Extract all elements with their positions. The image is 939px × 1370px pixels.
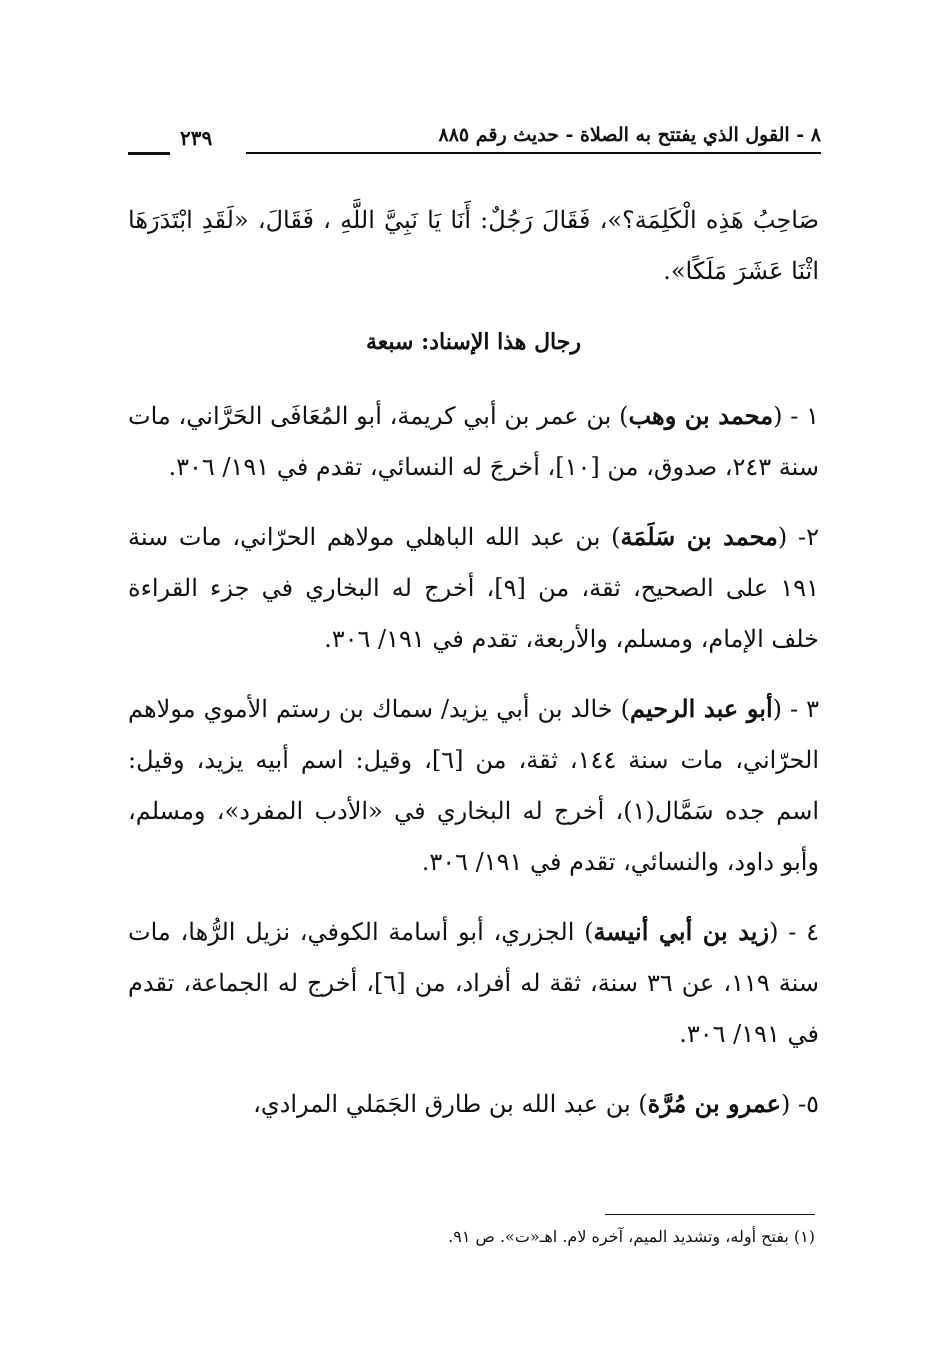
header-title: ٨ - القول الذي يفتتح به الصلاة - حديث رقم ٨٨٥ <box>438 124 821 146</box>
header-rule <box>246 152 821 154</box>
entry-number: ٤ - ( <box>769 918 819 946</box>
narrator-details: ) الجزري، أبو أسامة الكوفي، نزيل الرُّها، مات سنة ١١٩، عن ٣٦ سنة، ثقة له أفراد، من [٦]، أخرج له الجماعة، تقدم في ١٩١/ ٣٠٦. <box>128 918 820 1048</box>
narrator-entry <box>128 1078 819 1130</box>
narrator-entry <box>128 390 819 493</box>
footnote: (١) بفتح أوله، وتشديد الميم، آخره لام. اهـ«ت». ص ٩١. <box>448 1227 815 1246</box>
narrator-entry <box>128 683 819 888</box>
narrator-entry <box>128 906 819 1060</box>
page-body <box>128 195 819 1148</box>
narrator-details: ) بن عبد الله الباهلي مولاهم الحرّاني، مات سنة ١٩١ على الصحيح، ثقة، من [٩]، أخرج له البخاري في جزء القراءة خلف الإمام، ومسلم، والأربعة، تقدم في ١٩١/ ٣٠٦. <box>128 523 819 653</box>
intro-paragraph: صَاحِبُ هَذِه الْكَلِمَة؟»، فَقَالَ رَجُلٌ: أَنَا يَا نَبِيَّ اللَّهِ ، فَقَالَ، «لَقَدِ ابْتَدَرَهَا اثْنَا عَشَرَ مَلَكًا». <box>128 206 819 285</box>
narrator-details: ) بن عبد الله بن طارق الجَمَلي المرادي، <box>253 1090 648 1118</box>
narrator-details: ) بن عمر بن أبي كريمة، أبو المُعَافَى الحَرَّاني، مات سنة ٢٤٣، صدوق، من [١٠]، أخرجَ له النسائي، تقدم في ١٩١/ ٣٠٦. <box>128 402 819 481</box>
entry-number: ١ - ( <box>773 402 820 430</box>
section-heading: رجال هذا الإسناد: سبعة <box>366 329 581 355</box>
narrator-name: عمرو بن مُرَّة <box>647 1089 781 1118</box>
narrator-name: محمد بن وهب <box>628 401 774 430</box>
entry-number: ٢- ( <box>777 523 819 551</box>
footnote-rule <box>605 1214 815 1215</box>
narrator-entry <box>128 511 819 665</box>
entry-number: ٥- ( <box>781 1090 819 1118</box>
page-number: ٢٣٩ <box>180 126 213 150</box>
narrator-details: ) خالد بن أبي يزيد/ سماك بن رستم الأموي مولاهم الحرّاني، مات سنة ١٤٤، ثقة، من [٦]، وقيل: اسم أبيه يزيد، وقيل: اسم جده سَمَّال(١)، أخرج له البخاري في «الأدب المفرد»، ومسلم، وأبو داود، والنسائي، تقدم في ١٩١/ ٣٠٦. <box>128 695 820 876</box>
page-number-dash <box>128 152 170 155</box>
running-header <box>128 118 821 158</box>
narrator-name: محمد بن سَلَمَة <box>620 522 778 551</box>
entry-number: ٣ - ( <box>772 695 820 723</box>
narrator-name: زيد بن أبي أنيسة <box>593 917 770 946</box>
narrator-name: أبو عبد الرحيم <box>629 694 773 723</box>
